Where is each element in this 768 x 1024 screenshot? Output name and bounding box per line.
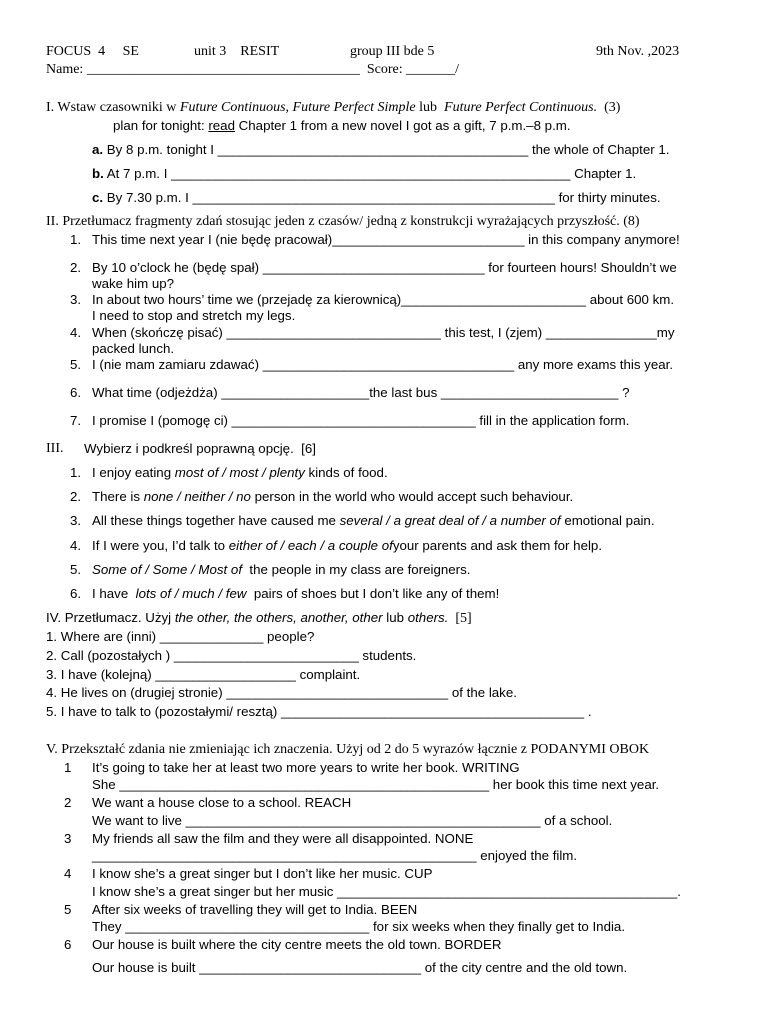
s2-item-num: 3. xyxy=(70,292,82,307)
s3-item-text: I enjoy eating most of / most / plenty kinds of food. xyxy=(92,465,388,480)
section-2-title: II. Przetłumacz fragmenty zdań stosując jeden z czasów/ jedną z konstrukcji wyrażających przyszłość. (8) xyxy=(46,214,640,229)
s2-item-num: 4. xyxy=(70,325,82,340)
s5-item-answer-line: ____________________________________________________ enjoyed the film. xyxy=(92,848,578,863)
s3-item-text: Some of / Some / Most of the people in my class are foreigners. xyxy=(92,562,471,577)
s4-item: 2. Call (pozostałych ) _________________________ students. xyxy=(46,648,417,663)
s5-item-answer-line: She __________________________________________________ her book this time next year. xyxy=(92,777,660,792)
s5-item-num: 5 xyxy=(64,902,72,917)
s1-item-b: b. At 7 p.m. I ______________________________________________________ Chapter 1. xyxy=(92,166,637,181)
s1-item-a: a. By 8 p.m. tonight I __________________________________________ the whole of Chapter 1. xyxy=(92,142,670,157)
s5-item-answer-line: Our house is built ______________________________ of the city centre and the old town. xyxy=(92,960,628,975)
s5-item-answer-line: They _________________________________ for six weeks when they finally get to India. xyxy=(92,919,626,934)
s3-item-text: All these things together have caused me several / a great deal of / a number of emotional pain. xyxy=(92,513,655,528)
s2-item-num: 5. xyxy=(70,357,82,372)
s4-item: 4. He lives on (drugiej stronie) ______________________________ of the lake. xyxy=(46,685,517,700)
unit-label: unit 3 RESIT xyxy=(194,44,280,59)
s3-item-text: I have lots of / much / few pairs of shoes but I don’t like any of them! xyxy=(92,586,500,601)
group-label: group III bde 5 xyxy=(350,44,435,59)
s2-item-num: 1. xyxy=(70,232,82,247)
s3-item-num: 3. xyxy=(70,513,82,528)
s2-item-num: 6. xyxy=(70,385,82,400)
s2-item-text: I (nie mam zamiaru zdawać) __________________________________ any more exams this year. xyxy=(92,357,674,372)
s3-item-num: 2. xyxy=(70,489,82,504)
section-5-title: V. Przekształć zdania nie zmieniając ich znaczenia. Użyj od 2 do 5 wyrazów łącznie z PODANYMI OBOK xyxy=(46,742,650,757)
s5-item-num: 4 xyxy=(64,866,72,881)
s3-options[interactable]: several / a great deal of / a number of xyxy=(339,513,561,528)
s5-item-sentence: I know she’s a great singer but I don’t like her music. CUP xyxy=(92,866,433,881)
s4-item: 1. Where are (inni) ______________ people? xyxy=(46,629,315,644)
date-label: 9th Nov. ,2023 xyxy=(596,44,680,59)
s3-options[interactable]: none / neither / no xyxy=(143,489,251,504)
course-label: FOCUS 4 SE xyxy=(46,44,139,59)
s5-item-sentence: Our house is built where the city centre meets the old town. BORDER xyxy=(92,937,502,952)
section-3-title: Wybierz i podkreśl poprawną opcję. [6] xyxy=(84,441,316,456)
s3-options[interactable]: either of / each / a couple of xyxy=(228,538,393,553)
s2-item-text-cont: wake him up? xyxy=(92,276,175,291)
s3-options[interactable]: most of / most / plenty xyxy=(174,465,305,480)
s3-item-num: 4. xyxy=(70,538,82,553)
s3-item-num: 6. xyxy=(70,586,82,601)
s2-item-text: This time next year I (nie będę pracował)__________________________ in this company anymore! xyxy=(92,232,680,247)
s3-item-num: 5. xyxy=(70,562,82,577)
s4-item: 3. I have (kolejną) ___________________ complaint. xyxy=(46,667,361,682)
s4-item: 5. I have to talk to (pozostałymi/ resztą) _________________________________________ . xyxy=(46,704,592,719)
s5-item-sentence: We want a house close to a school. REACH xyxy=(92,795,352,810)
s2-item-text: When (skończę pisać) _____________________________ this test, I (zjem) _______________my xyxy=(92,325,675,340)
s1-item-c: c. By 7.30 p.m. I _________________________________________________ for thirty minutes. xyxy=(92,190,661,205)
s3-item-num: 1. xyxy=(70,465,82,480)
s5-item-num: 6 xyxy=(64,937,72,952)
s2-item-text: What time (odjeżdża) ____________________the last bus ________________________ ? xyxy=(92,385,630,400)
s2-item-num: 7. xyxy=(70,413,82,428)
section-1-title: I. Wstaw czasowniki w Future Continuous, Future Perfect Simple lub Future Perfect Continuous. (3) xyxy=(46,100,621,115)
s3-options[interactable]: Some of / Some / Most of xyxy=(92,562,243,577)
name-score-line: Name: _______________________________________ Score: _______/ xyxy=(46,62,459,77)
s2-item-text: By 10 o’clock he (będę spał) ______________________________ for fourteen hours! Shouldn’t we xyxy=(92,260,677,275)
section-1-intro: plan for tonight: read Chapter 1 from a new novel I got as a gift, 7 p.m.–8 p.m. xyxy=(113,118,571,133)
s5-item-sentence: After six weeks of travelling they will get to India. BEEN xyxy=(92,902,418,917)
s2-item-text: In about two hours’ time we (przejadę za kierownicą)_________________________ about 600 km. xyxy=(92,292,675,307)
section-4-title: IV. Przetłumacz. Użyj the other, the others, another, other lub others. [5] xyxy=(46,610,472,626)
s5-item-answer-line: I know she’s a great singer but her music ______________________________________________. xyxy=(92,884,681,899)
s5-item-num: 2 xyxy=(64,795,72,810)
s5-item-num: 3 xyxy=(64,831,72,846)
section-3-roman: III. xyxy=(46,441,64,456)
s3-options[interactable]: lots of / much / few xyxy=(135,586,247,601)
s2-item-text-cont: I need to stop and stretch my legs. xyxy=(92,308,296,323)
s2-item-text: I promise I (pomogę ci) _________________________________ fill in the application form. xyxy=(92,413,630,428)
s2-item-text-cont: packed lunch. xyxy=(92,341,175,356)
s5-item-sentence: It’s going to take her at least two more years to write her book. WRITING xyxy=(92,760,520,775)
s5-item-answer-line: We want to live ________________________________________________ of a school. xyxy=(92,813,613,828)
s5-item-num: 1 xyxy=(64,760,72,775)
s2-item-num: 2. xyxy=(70,260,82,275)
s3-item-text: If I were you, I’d talk to either of / each / a couple ofyour parents and ask them for help. xyxy=(92,538,603,553)
s3-item-text: There is none / neither / no person in the world who would accept such behaviour. xyxy=(92,489,574,504)
s5-item-sentence: My friends all saw the film and they were all disappointed. NONE xyxy=(92,831,474,846)
